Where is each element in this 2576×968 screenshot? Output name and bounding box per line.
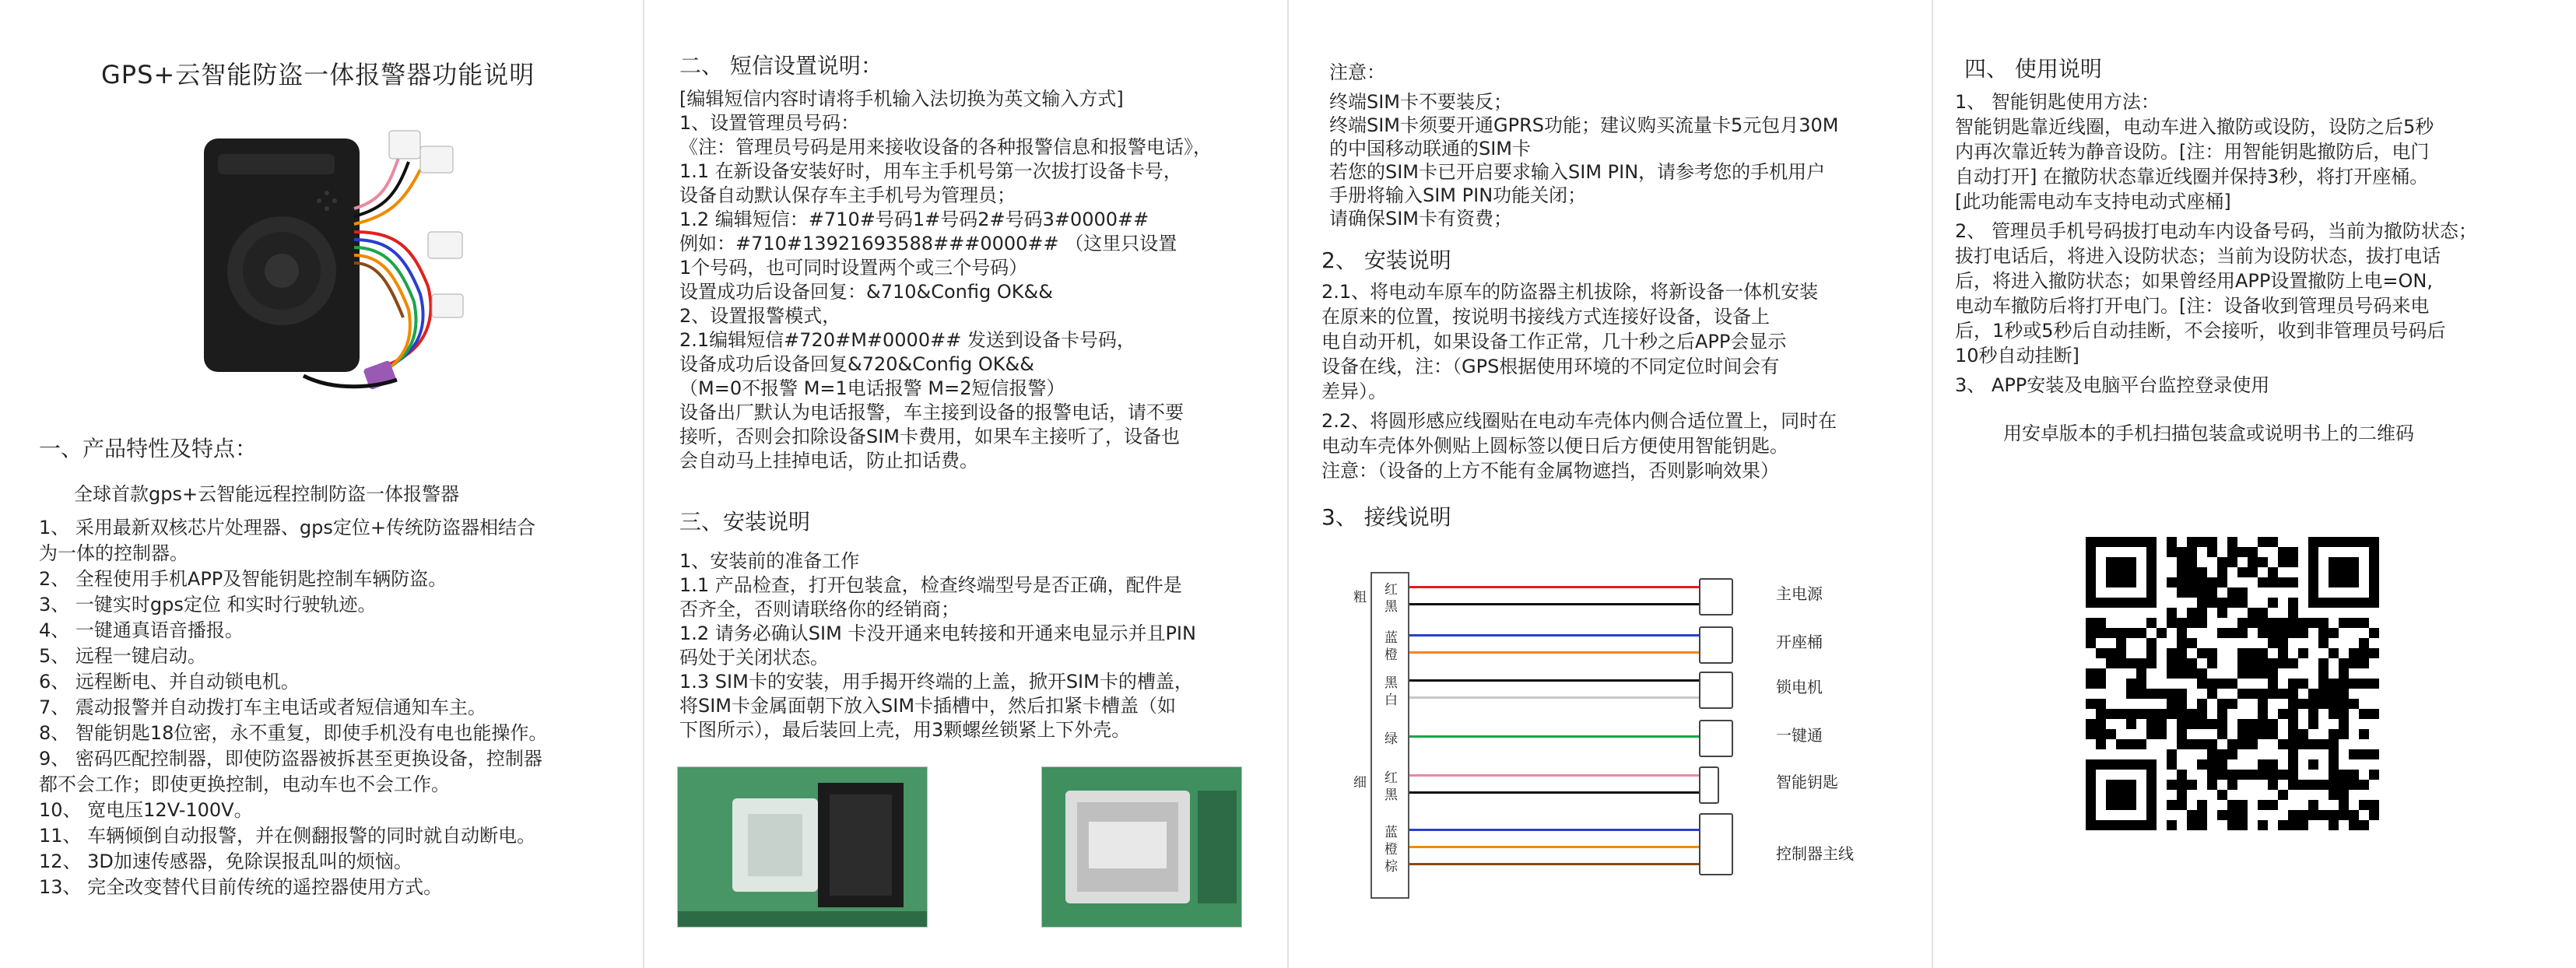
connector-label: 控制器主线 — [1776, 844, 1854, 863]
feature-item: 12、 3D加速传感器，免除误报乱叫的烦恼。 — [39, 851, 412, 872]
panel-install-notes — [1289, 0, 1932, 968]
sms-line: 设备成功后设备回复&720&Config OK&& — [679, 353, 1034, 375]
sms-line: 设备自动默认保存车主手机号为管理员； — [679, 184, 1016, 206]
section-heading-features: 一、产品特性及特点： — [39, 436, 258, 461]
sms-line: 1.1 在新设备安装好时，用车主手机号第一次拔打设备卡号， — [679, 160, 1182, 182]
wiring-diagram — [1353, 572, 1705, 899]
install-line: 否齐全，否则请联络你的经销商； — [679, 598, 960, 620]
usage-line: 智能钥匙靠近线圈，电动车进入撤防或设防，设防之后5秒 — [1955, 116, 2434, 138]
install-line: 1、安装前的准备工作 — [679, 550, 860, 572]
sms-line: [编辑短信内容时请将手机输入法切换为英文输入方式] — [679, 88, 1124, 110]
sms-line: 接听，否则会扣除设备SIM卡费用，如果车主接听了，设备也 — [679, 426, 1181, 447]
install-step: 2.1、将电动车原车的防盗器主机拔除，将新设备一体机安装 — [1321, 281, 1819, 303]
install-step: 2.2、将圆形感应线圈贴在电动车壳体内侧合适位置上，同时在 — [1321, 410, 1837, 432]
note-line: 手册将输入SIM PIN功能关闭； — [1329, 184, 1587, 206]
install-step: 电自动开机，如果设备工作正常，几十秒之后APP会显示 — [1321, 331, 1787, 352]
usage-line: 10秒自动挂断] — [1955, 345, 2079, 367]
section-heading-install: 三、安装说明 — [679, 509, 811, 535]
sms-line: 1个号码，也可同时设置两个或三个号码） — [679, 257, 1028, 279]
install-line: 1.1 产品检查，打开包装盒，检查终端型号是否正确，配件是 — [679, 574, 1182, 596]
sim-install-photo-closed — [1041, 766, 1242, 928]
section-heading-wiring: 3、 接线说明 — [1321, 504, 1451, 530]
qr-caption: 用安卓版本的手机扫描包装盒或说明书上的二维码 — [2003, 423, 2414, 444]
feature-item: 1、 采用最新双核芯片处理器、gps定位+传统防盗器相结合 — [39, 517, 535, 538]
usage-line: 3、 APP安装及电脑平台监控登录使用 — [1955, 374, 2270, 396]
feature-item: 都不会工作；即使更换控制，电动车也不会工作。 — [39, 773, 450, 795]
wire-orange — [1409, 651, 1699, 654]
install-step: 差异）。 — [1321, 381, 1387, 402]
feature-item: 2、 全程使用手机APP及智能钥匙控制车辆防盗。 — [39, 568, 447, 590]
wire-color-label: 蓝 — [1385, 630, 1398, 646]
install-step: 设备在线，注：（GPS根据使用环境的不同定位时间会有 — [1321, 356, 1780, 377]
intro-text: 全球首款gps+云智能远程控制防盗一体报警器 — [74, 483, 460, 505]
connector-label: 主电源 — [1776, 584, 1823, 603]
wire-color-label: 橙 — [1385, 842, 1398, 858]
wire-black-thin — [1409, 791, 1699, 794]
install-step: 在原来的位置，按说明书接线方式连接好设备，设备上 — [1321, 306, 1770, 328]
note-line: 的中国移动联通的SIM卡 — [1329, 138, 1532, 160]
wire-color-label: 白 — [1385, 693, 1398, 708]
wire-red — [1409, 586, 1699, 588]
connector-smart-key — [1699, 766, 1719, 804]
feature-item: 4、 一键通真语音播报。 — [39, 619, 244, 641]
feature-item: 6、 远程断电、并自动锁电机。 — [39, 671, 300, 693]
wire-black — [1409, 679, 1699, 682]
usage-line: 自动打开] 在撤防状态靠近线圈并保持3秒，将打开座桶。 — [1955, 166, 2429, 188]
wire-color-label: 黑 — [1385, 675, 1398, 691]
usage-line: [此功能需电动车支持电动式座桶] — [1955, 191, 2231, 212]
install-line: 下图所示），最后装回上壳，用3颗螺丝锁紧上下外壳。 — [679, 719, 1131, 741]
wire-color-label: 黑 — [1385, 599, 1398, 615]
wire-group-thin-label: 细 — [1353, 775, 1367, 791]
wire-white — [1409, 696, 1699, 699]
note-line: 请确保SIM卡有资费； — [1329, 208, 1513, 230]
usage-line: 后，1秒或5秒后自动挂断，不会接听，收到非管理员号码后 — [1955, 320, 2446, 342]
wire-group-thick-label: 粗 — [1353, 590, 1367, 605]
connector-label: 智能钥匙 — [1776, 773, 1838, 791]
note-line: 终端SIM卡须要开通GPRS功能；建议购买流量卡5元包月30M — [1329, 114, 1839, 136]
connector-motor-lock — [1699, 672, 1733, 709]
feature-item: 8、 智能钥匙18位密，永不重复，即使手机没有电也能操作。 — [39, 722, 548, 744]
panel-usage — [1933, 0, 2576, 968]
wire-color-label: 蓝 — [1385, 825, 1398, 840]
sms-line: （M=0不报警 M=1电话报警 M=2短信报警） — [679, 377, 1065, 399]
usage-line: 后，将进入撤防状态；如果曾经用APP设置撤防上电=ON, — [1955, 270, 2433, 292]
wire-color-label: 绿 — [1385, 731, 1398, 747]
connector-seat — [1699, 626, 1733, 664]
usage-line: 电动车撤防后将打开电门。[注：设备收到管理员号码来电 — [1955, 295, 2430, 317]
feature-item: 10、 宽电压12V-100V。 — [39, 799, 253, 821]
usage-line: 2、 管理员手机号码拔打电动车内设备号码，当前为撤防状态； — [1955, 220, 2477, 242]
wire-color-label: 橙 — [1385, 647, 1398, 663]
section-heading-install-2: 2、 安装说明 — [1321, 247, 1451, 273]
connector-main-power — [1699, 578, 1733, 616]
wire-brown — [1409, 863, 1699, 865]
wire-black — [1409, 603, 1699, 605]
note-line: 若您的SIM卡已开启要求输入SIM PIN，请参考您的手机用户 — [1329, 161, 1826, 183]
feature-item: 9、 密码匹配控制器，即使防盗器被拆甚至更换设备，控制器 — [39, 748, 542, 770]
wire-blue-thin — [1409, 829, 1699, 831]
install-line: 1.2 请务必确认SIM 卡没开通来电转接和开通来电显示并且PIN — [679, 623, 1196, 644]
wire-orange-thin — [1409, 846, 1699, 848]
connector-one-key — [1699, 720, 1733, 757]
feature-item: 为一体的控制器。 — [39, 542, 188, 564]
usage-line: 内再次靠近转为静音设防。[注：用智能钥匙撤防后，电门 — [1955, 141, 2430, 163]
usage-line: 1、 智能钥匙使用方法： — [1955, 91, 2160, 113]
sms-line: 设置成功后设备回复：&710&Config OK&& — [679, 281, 1053, 303]
qr-code[interactable] — [2086, 537, 2381, 833]
connector-label: 锁电机 — [1776, 678, 1823, 696]
sms-line: 1.2 编辑短信：#710#号码1#号码2#号码3#0000## — [679, 209, 1149, 230]
feature-item: 13、 完全改变替代目前传统的遥控器使用方式。 — [39, 876, 443, 898]
usage-line: 拔打电话后，将进入设防状态；当前为设防状态，拔打电话 — [1955, 245, 2441, 267]
section-heading-sms: 二、 短信设置说明： — [679, 53, 883, 79]
wire-color-label: 红 — [1385, 770, 1398, 786]
wire-color-label: 黑 — [1385, 787, 1398, 803]
feature-item: 11、 车辆倾倒自动报警，并在侧翻报警的同时就自动断电。 — [39, 825, 536, 847]
connector-label: 一键通 — [1776, 726, 1823, 745]
install-line: 1.3 SIM卡的安装，用手揭开终端的上盖，掀开SIM卡的槽盖， — [679, 671, 1193, 693]
note-heading: 注意： — [1329, 61, 1385, 83]
section-heading-usage: 四、 使用说明 — [1964, 56, 2102, 82]
wire-color-label: 棕 — [1385, 859, 1398, 875]
install-line: 码处于关闭状态。 — [679, 647, 829, 668]
install-step: 注意：（设备的上方不能有金属物遮挡，否则影响效果） — [1321, 460, 1779, 482]
sms-line: 2、设置报警模式， — [679, 305, 841, 327]
feature-item: 5、 远程一键启动。 — [39, 645, 206, 667]
document-title: GPS+云智能防盗一体报警器功能说明 — [101, 60, 535, 89]
wire-green — [1409, 735, 1699, 738]
wire-color-label: 红 — [1385, 582, 1398, 598]
feature-item: 3、 一键实时gps定位 和实时行驶轨迹。 — [39, 594, 377, 616]
connector-label: 开座桶 — [1776, 633, 1823, 651]
feature-item: 7、 震动报警并自动拨打车主电话或者短信通知车主。 — [39, 696, 486, 718]
panel-product-features — [0, 0, 643, 968]
sms-line: 2.1编辑短信#720#M#0000## 发送到设备卡号码， — [679, 329, 1135, 351]
connector-controller — [1699, 813, 1733, 875]
panel-sms-settings — [644, 0, 1287, 968]
sms-line: 《注：管理员号码是用来接收设备的各种报警信息和报警电话》， — [679, 136, 1212, 158]
sim-install-photo-open — [677, 766, 928, 928]
product-image — [195, 115, 475, 411]
install-step: 电动车壳体外侧贴上圆标签以便日后方便使用智能钥匙。 — [1321, 435, 1788, 457]
install-line: 将SIM卡金属面朝下放入SIM卡插槽中，然后扣紧卡槽盖（如 — [679, 695, 1177, 717]
wire-pink — [1409, 774, 1699, 777]
wire-blue — [1409, 634, 1699, 637]
sms-line: 例如：#710#13921693588###0000## （这里只设置 — [679, 233, 1177, 254]
sms-line: 1、设置管理员号码： — [679, 112, 860, 134]
sms-line: 会自动马上挂掉电话，防止扣话费。 — [679, 450, 978, 472]
note-line: 终端SIM卡不要装反； — [1329, 91, 1513, 113]
sms-line: 设备出厂默认为电话报警，车主接到设备的报警电话，请不要 — [679, 402, 1184, 423]
